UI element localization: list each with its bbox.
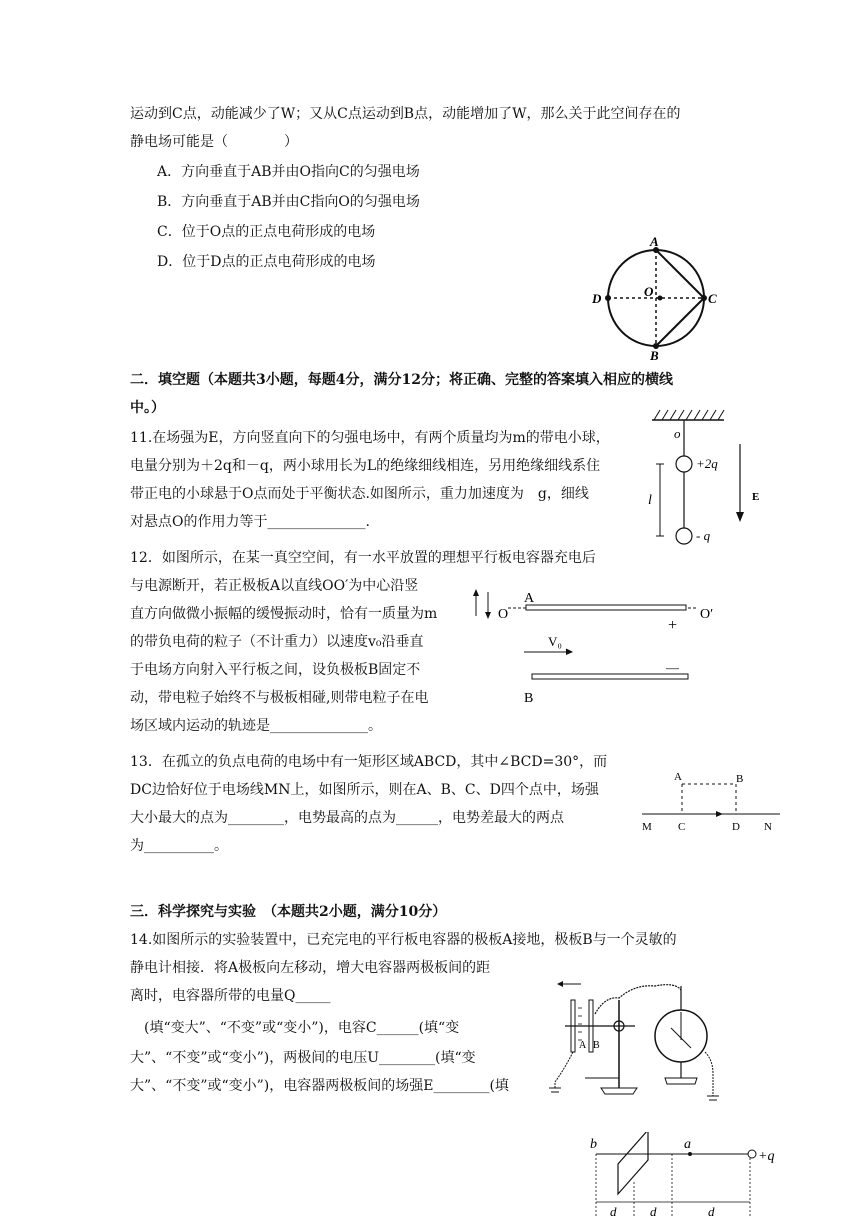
q14-electrometer-figure xyxy=(545,970,745,1110)
section2-heading-line-2: 中。） xyxy=(130,400,165,416)
q12-line-7: 场区域内运动的轨迹是______________。 xyxy=(130,718,382,734)
q12-line-3: 直方向做微小振幅的缓慢振动时，恰有一质量为m xyxy=(130,606,438,622)
q10-option-a: A．方向垂直于AB并由O指向C的匀强电场 xyxy=(157,164,420,180)
q12-label-o: O xyxy=(498,607,509,622)
q12-label-a: A xyxy=(524,591,535,606)
bottom-label-a: a xyxy=(684,1137,691,1152)
q13-label-n: N xyxy=(764,821,772,833)
q13-label-a: A xyxy=(674,771,682,783)
q11-label-plus2q: +2q xyxy=(696,456,718,471)
q10-label-o: O xyxy=(644,284,654,299)
q14-label-b: B xyxy=(593,1040,600,1051)
q11-line-2: 电量分别为＋2q和－q，两小球用长为L的绝缘细线相连，另用绝缘细线系住 xyxy=(130,458,601,474)
q11-label-minusq: - q xyxy=(696,528,711,543)
q10-circle-figure xyxy=(590,232,730,362)
q10-label-b: B xyxy=(650,348,659,362)
bottom-label-plusq: +q xyxy=(758,1149,775,1164)
q12-label-plus: + xyxy=(668,617,678,634)
q14-line-5: 大”、“不变”或“变小”)，两极间的电压U________(填“变 xyxy=(130,1050,476,1066)
q11-line-1: 11.在场强为E，方向竖直向下的匀强电场中，有两个质量均为m的带电小球， xyxy=(130,430,610,446)
section3-heading: 三．科学探究与实验 （本题共2小题，满分10分） xyxy=(130,904,447,920)
q10-label-d: D xyxy=(592,291,602,306)
q13-label-m: M xyxy=(642,821,652,833)
q12-line-5: 于电场方向射入平行板之间，设负极板B固定不 xyxy=(130,662,421,678)
q12-line-1: 12．如图所示，在某一真空空间，有一水平放置的理想平行板电容器充电后 xyxy=(130,550,596,566)
q14-line-3: 离时，电容器所带的电量Q_____ xyxy=(130,988,331,1004)
bottom-figure xyxy=(584,1132,784,1216)
bottom-label-d2: d xyxy=(650,1204,657,1216)
q11-pendulum-figure xyxy=(640,404,770,554)
q10-label-c: C xyxy=(708,291,717,306)
q14-line-6: 大”、“不变”或“变小”)，电容器两极板间的场强E________(填 xyxy=(130,1078,509,1094)
q11-label-e: E xyxy=(752,491,760,503)
q12-label-v0: V₀ xyxy=(548,634,562,649)
q14-line-1: 14.如图所示的实验装置中，已充完电的平行板电容器的极板A接地，极板B与一个灵敏的 xyxy=(130,932,677,948)
q12-label-minus: — xyxy=(666,660,679,675)
q13-rectangle-figure xyxy=(636,764,786,836)
q14-line-2: 静电计相接．将A极板向左移动，增大电容器两极板间的距 xyxy=(130,960,491,976)
q14-line-4: (填“变大”、“不变”或“变小”)，电容C______(填“变 xyxy=(130,1020,460,1036)
bottom-label-d1: d xyxy=(610,1204,617,1216)
q12-line-2: 与电源断开，若正极板A以直线OO′为中心沿竖 xyxy=(130,578,419,594)
bottom-label-b: b xyxy=(590,1137,597,1152)
q10-option-b: B．方向垂直于AB并由C指向O的匀强电场 xyxy=(157,194,420,210)
q13-line-4: 为__________。 xyxy=(130,838,228,854)
q10-option-d: D．位于D点的正点电荷形成的电场 xyxy=(157,254,376,270)
bottom-label-d3: d xyxy=(708,1204,715,1216)
q12-label-b: B xyxy=(524,691,534,706)
q10-stem-line-2: 静电场可能是（ ） xyxy=(130,134,298,150)
q12-line-4: 的带负电荷的粒子（不计重力）以速度v₀沿垂直 xyxy=(130,634,424,650)
q13-label-c: C xyxy=(678,821,686,833)
q10-stem-line-1: 运动到C点，动能减少了W；又从C点运动到B点，动能增加了W，那么关于此空间存在的 xyxy=(130,106,681,122)
q13-line-1: 13．在孤立的负点电荷的电场中有一矩形区域ABCD，其中∠BCD=30°，而 xyxy=(130,754,608,770)
section2-heading-line-1: 二．填空题（本题共3小题，每题4分，满分12分；将正确、完整的答案填入相应的横线 xyxy=(130,372,673,388)
q14-label-a: A xyxy=(579,1040,587,1051)
q13-label-d: D xyxy=(732,821,740,833)
q12-capacitor-figure xyxy=(466,586,726,708)
q12-label-oprime: O′ xyxy=(700,607,714,622)
q11-label-l: l xyxy=(648,493,652,508)
q10-label-a: A xyxy=(650,234,659,249)
q13-line-3: 大小最大的点为________，电势最高的点为______，电势差最大的两点 xyxy=(130,810,564,826)
q13-line-2: DC边恰好位于电场线MN上，如图所示，则在A、B、C、D四个点中，场强 xyxy=(130,782,599,798)
q11-line-3: 带正电的小球悬于O点而处于平衡状态.如图所示，重力加速度为 g，细线 xyxy=(130,486,589,502)
q10-option-c: C．位于O点的正点电荷形成的电场 xyxy=(157,224,376,240)
q11-line-4: 对悬点O的作用力等于______________. xyxy=(130,514,370,530)
q13-label-b: B xyxy=(736,773,744,785)
q11-label-o: o xyxy=(674,426,681,441)
q12-line-6: 动，带电粒子始终不与极板相碰,则带电粒子在电 xyxy=(130,690,429,706)
